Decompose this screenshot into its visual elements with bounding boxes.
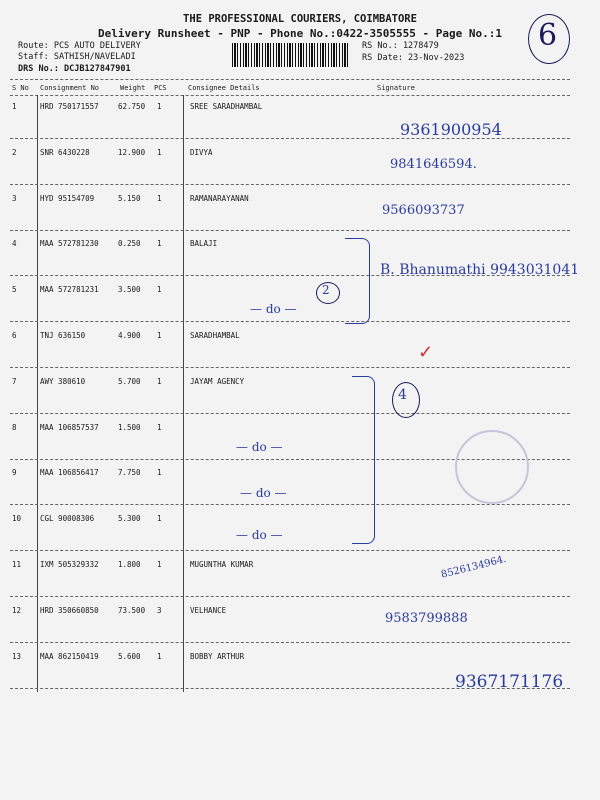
handwriting-row-13: 9367171176 bbox=[455, 672, 564, 692]
row-consignee: SARADHAMBAL bbox=[190, 331, 240, 340]
table-row bbox=[0, 102, 600, 112]
row-consignee: BALAJI bbox=[190, 239, 218, 248]
staff-label: Staff: SATHISH/NAVELADI bbox=[18, 52, 136, 62]
table-row bbox=[0, 285, 600, 295]
table-row bbox=[0, 377, 600, 387]
handwriting-row-12: 9583799888 bbox=[385, 611, 468, 626]
handwriting-row-2: 9841646594. bbox=[390, 157, 477, 172]
row-divider bbox=[10, 550, 570, 551]
table-row bbox=[0, 194, 600, 204]
row-divider bbox=[10, 504, 570, 505]
row-weight: 5.300 bbox=[118, 514, 141, 523]
row-consignee: SREE SARADHAMBAL bbox=[190, 102, 263, 111]
row-consignee: VELHANCE bbox=[190, 606, 227, 615]
row-divider bbox=[10, 596, 570, 597]
row-divider bbox=[10, 230, 570, 231]
row-divider bbox=[10, 184, 570, 185]
col-header-signature: Signature bbox=[377, 84, 415, 92]
row-weight: 5.600 bbox=[118, 652, 141, 661]
row-pcs: 1 bbox=[157, 514, 162, 523]
row-pcs: 1 bbox=[157, 194, 162, 203]
handwriting-row-1: 9361900954 bbox=[400, 120, 502, 139]
row-sno: 9 bbox=[12, 468, 17, 477]
row-consignment-no: AWY 380610 bbox=[40, 377, 86, 386]
row-consignee: RAMANARAYANAN bbox=[190, 194, 249, 203]
row-weight: 12.900 bbox=[118, 148, 146, 157]
row-pcs: 1 bbox=[157, 148, 162, 157]
row-sno: 10 bbox=[12, 514, 22, 523]
handwriting-row-11: 8526134964. bbox=[440, 553, 508, 581]
row-weight: 4.900 bbox=[118, 331, 141, 340]
row-pcs: 1 bbox=[157, 239, 162, 248]
rs-date: RS Date: 23-Nov-2023 bbox=[362, 53, 465, 63]
table-row bbox=[0, 239, 600, 249]
table-row bbox=[0, 514, 600, 524]
tick-row-6: ✓ bbox=[418, 342, 434, 363]
row-sno: 8 bbox=[12, 423, 17, 432]
row-weight: 0.250 bbox=[118, 239, 141, 248]
row-consignee: DIVYA bbox=[190, 148, 213, 157]
row-sno: 3 bbox=[12, 194, 17, 203]
row-consignee: JAYAM AGENCY bbox=[190, 377, 245, 386]
barcode bbox=[232, 43, 350, 67]
drs-label: DRS No.: DCJB127847901 bbox=[18, 64, 131, 74]
header-divider-top bbox=[10, 79, 570, 80]
row-sno: 12 bbox=[12, 606, 22, 615]
col-header-weight: Weight bbox=[120, 84, 146, 92]
row-weight: 73.500 bbox=[118, 606, 146, 615]
row-consignment-no: HRD 750171557 bbox=[40, 102, 99, 111]
group-bracket-1 bbox=[345, 238, 370, 324]
group-bracket-2 bbox=[352, 376, 375, 544]
ditto-row-9: — do — bbox=[240, 486, 287, 500]
row-pcs: 1 bbox=[157, 652, 162, 661]
row-pcs: 1 bbox=[157, 560, 162, 569]
row-pcs: 1 bbox=[157, 423, 162, 432]
ditto-row-10: — do — bbox=[236, 528, 283, 542]
table-row bbox=[0, 331, 600, 341]
row-consignment-no: CGL 90008306 bbox=[40, 514, 95, 523]
table-row bbox=[0, 606, 600, 616]
col-header-consignment: Consignment No bbox=[40, 84, 100, 92]
row-weight: 1.800 bbox=[118, 560, 141, 569]
row-pcs: 1 bbox=[157, 285, 162, 294]
runsheet-title: Delivery Runsheet - PNP - Phone No.:0422-3505555 - Page No.:1 bbox=[98, 27, 502, 40]
agency-stamp bbox=[455, 430, 529, 504]
row-consignment-no: MAA 572781230 bbox=[40, 239, 99, 248]
row-sno: 1 bbox=[12, 102, 17, 111]
row-divider bbox=[10, 367, 570, 368]
row-weight: 1.500 bbox=[118, 423, 141, 432]
row-consignment-no: HRD 350660850 bbox=[40, 606, 99, 615]
row-consignment-no: MAA 106856417 bbox=[40, 468, 99, 477]
row-divider bbox=[10, 642, 570, 643]
row-weight: 5.150 bbox=[118, 194, 141, 203]
col-header-sno: S No bbox=[12, 84, 29, 92]
row-consignment-no: TNJ 636150 bbox=[40, 331, 86, 340]
row-consignment-no: IXM 505329332 bbox=[40, 560, 99, 569]
row-pcs: 1 bbox=[157, 468, 162, 477]
row-sno: 7 bbox=[12, 377, 17, 386]
table-row bbox=[0, 148, 600, 158]
row-pcs: 1 bbox=[157, 102, 162, 111]
rs-no: RS No.: 1278479 bbox=[362, 41, 439, 51]
row-consignment-no: SNR 6430228 bbox=[40, 148, 90, 157]
row-pcs: 3 bbox=[157, 606, 162, 615]
row-pcs: 1 bbox=[157, 377, 162, 386]
row-consignment-no: MAA 572781231 bbox=[40, 285, 99, 294]
group-count-1: 2 bbox=[322, 283, 330, 297]
handwriting-group-1: B. Bhanumathi 9943031041 bbox=[380, 262, 580, 278]
col-header-consignee: Consignee Details bbox=[188, 84, 260, 92]
row-weight: 7.750 bbox=[118, 468, 141, 477]
row-consignment-no: MAA 862150419 bbox=[40, 652, 99, 661]
row-sno: 6 bbox=[12, 331, 17, 340]
row-weight: 3.500 bbox=[118, 285, 141, 294]
row-sno: 13 bbox=[12, 652, 22, 661]
row-sno: 11 bbox=[12, 560, 22, 569]
row-divider bbox=[10, 413, 570, 414]
row-sno: 5 bbox=[12, 285, 17, 294]
col-header-pcs: PCS bbox=[154, 84, 167, 92]
group-count-2: 4 bbox=[398, 387, 407, 403]
row-weight: 62.750 bbox=[118, 102, 146, 111]
row-consignee: BOBBY ARTHUR bbox=[190, 652, 245, 661]
row-divider bbox=[10, 321, 570, 322]
table-row bbox=[0, 560, 600, 570]
row-pcs: 1 bbox=[157, 331, 162, 340]
row-consignment-no: HYD 95154709 bbox=[40, 194, 95, 203]
row-consignment-no: MAA 106857537 bbox=[40, 423, 99, 432]
route-label: Route: PCS AUTO DELIVERY bbox=[18, 41, 141, 51]
handwriting-row-3: 9566093737 bbox=[382, 203, 465, 218]
row-sno: 2 bbox=[12, 148, 17, 157]
header-divider-bottom bbox=[10, 95, 570, 96]
row-consignee: MUGUNTHA KUMAR bbox=[190, 560, 254, 569]
table-row bbox=[0, 423, 600, 433]
ditto-row-8: — do — bbox=[236, 440, 283, 454]
company-title: THE PROFESSIONAL COURIERS, COIMBATORE bbox=[183, 13, 417, 25]
ditto-row-5: — do — bbox=[250, 302, 297, 316]
row-sno: 4 bbox=[12, 239, 17, 248]
page-mark: 6 bbox=[538, 18, 558, 53]
row-weight: 5.700 bbox=[118, 377, 141, 386]
table-row bbox=[0, 652, 600, 662]
